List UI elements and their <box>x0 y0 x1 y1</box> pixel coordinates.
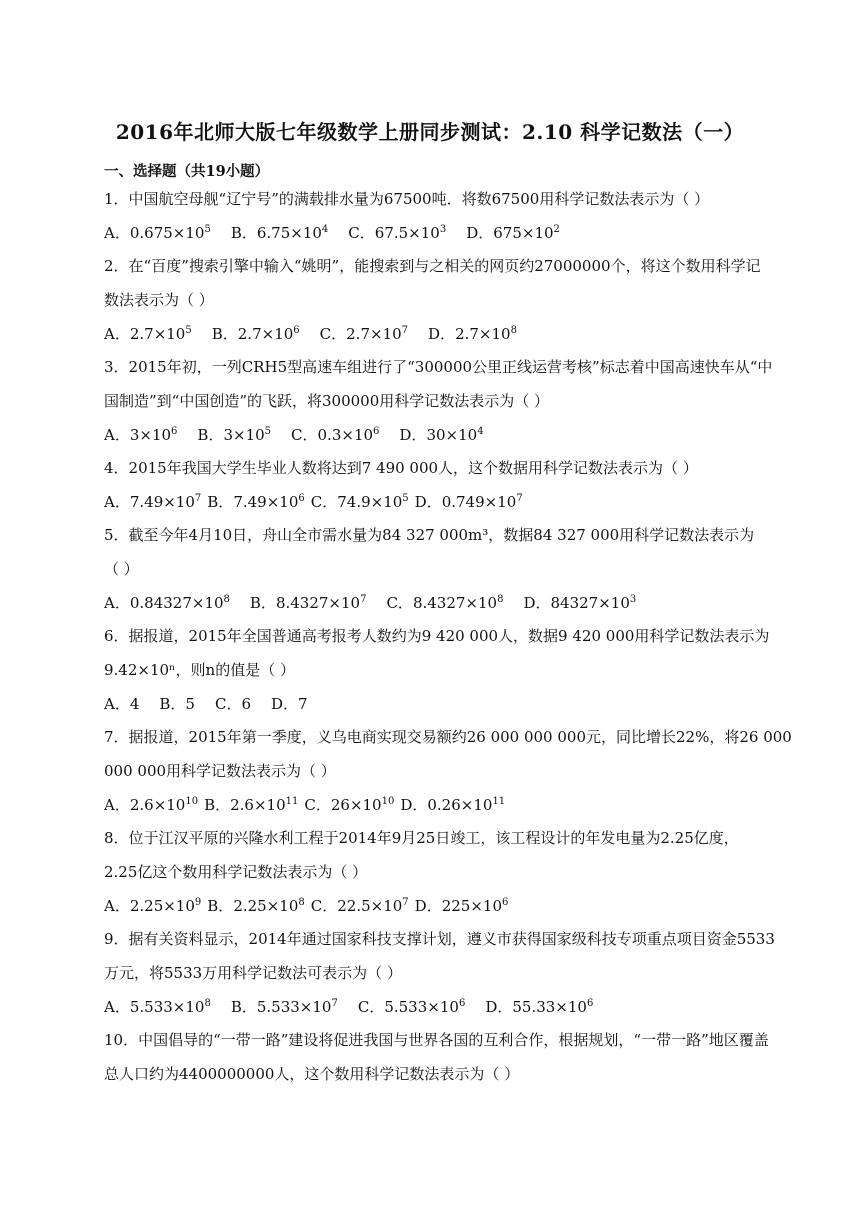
question-5-text-line: 5．截至今年4月10日，舟山全市需水量为84 327 000m³，数据84 327 000用科学记数法表示为 <box>104 526 755 544</box>
option-value: 0.675×10 <box>129 224 205 242</box>
option-exponent: 8 <box>510 325 517 336</box>
question-2-text-line: 2．在“百度”搜索引擎中输入“姚明”，能搜索到与之相关的网页约27000000个，将这个数用科学记 <box>104 257 761 275</box>
option-label: D． <box>400 796 428 814</box>
option-d[interactable] <box>485 997 593 1017</box>
question-7-text-line: 7．据报道，2015年第一季度，义乌电商实现交易额约26 000 000 000元，同比增长22%，将26 000 <box>104 728 792 746</box>
option-exponent: 3 <box>439 224 447 235</box>
option-label: C． <box>291 426 318 444</box>
option-label: A． <box>104 493 130 511</box>
option-label: D． <box>466 224 494 242</box>
option-label: D． <box>271 695 299 713</box>
option-label: C． <box>214 695 242 713</box>
option-d[interactable] <box>523 593 636 613</box>
option-exponent: 8 <box>497 594 504 605</box>
option-exponent: 9 <box>194 897 202 908</box>
option-label: B． <box>197 426 224 444</box>
option-label: C． <box>357 998 385 1016</box>
option-exponent: 7 <box>331 998 338 1009</box>
option-label: B． <box>204 796 231 814</box>
option-a[interactable] <box>104 425 177 445</box>
option-exponent: 6 <box>458 998 466 1009</box>
option-label: B． <box>207 493 234 511</box>
option-b[interactable] <box>197 425 271 445</box>
option-label: B． <box>249 594 276 612</box>
option-d[interactable] <box>399 425 483 445</box>
question-9-text-line: 万元，将5533万用科学记数法可表示为（ ） <box>104 964 402 982</box>
option-d[interactable] <box>428 324 517 344</box>
option-label: C． <box>348 224 375 242</box>
option-exponent: 6 <box>586 998 594 1009</box>
option-exponent: 4 <box>477 426 484 437</box>
option-value: 8.4327×10 <box>275 594 361 612</box>
option-a[interactable] <box>104 223 211 243</box>
option-exponent: 6 <box>502 897 509 908</box>
option-label: D． <box>414 493 442 511</box>
section-heading: 一、选择题（共19小题） <box>104 163 270 180</box>
option-exponent: 5 <box>402 493 409 504</box>
option-label: B． <box>211 325 238 343</box>
option-value: 0.3×10 <box>317 426 374 444</box>
option-value: 7.49×10 <box>129 493 195 511</box>
option-a[interactable] <box>104 694 139 714</box>
option-label: C． <box>304 796 331 814</box>
option-label: C． <box>310 493 338 511</box>
option-exponent: 7 <box>194 493 202 504</box>
option-value: 84327×10 <box>550 594 630 612</box>
question-10-text-line: 10．中国倡导的“一带一路”建设将促进我国与世界各国的互利合作，根据规划，“一带一路”地区覆盖 <box>104 1031 769 1049</box>
option-c[interactable] <box>304 795 394 815</box>
option-value: 2.6×10 <box>129 796 186 814</box>
option-b[interactable] <box>231 223 328 243</box>
option-value: 2.7×10 <box>237 325 294 343</box>
question-8-text-line: 2.25亿这个数用科学记数法表示为（ ） <box>104 863 368 881</box>
option-c[interactable] <box>386 593 503 613</box>
option-d[interactable] <box>271 694 308 714</box>
option-value: 3×10 <box>129 426 172 444</box>
option-exponent: 4 <box>321 224 329 235</box>
option-a[interactable] <box>104 492 201 512</box>
option-label: D． <box>428 325 456 343</box>
option-value: 6.75×10 <box>256 224 322 242</box>
option-value: 55.33×10 <box>512 998 587 1016</box>
option-exponent: 8 <box>223 594 230 605</box>
option-value: 7 <box>298 695 308 713</box>
option-value: 5.533×10 <box>129 998 205 1016</box>
question-2-text-line: 数法表示为（ ） <box>104 291 214 309</box>
option-d[interactable] <box>466 223 560 243</box>
option-b[interactable] <box>159 694 195 714</box>
option-value: 2.25×10 <box>129 897 195 915</box>
option-label: D． <box>523 594 551 612</box>
option-a[interactable] <box>104 324 192 344</box>
question-1-options <box>104 223 580 243</box>
option-exponent: 5 <box>264 426 272 437</box>
option-value: 7.49×10 <box>233 493 299 511</box>
option-exponent: 11 <box>492 796 506 807</box>
option-b[interactable] <box>212 324 300 344</box>
option-value: 22.5×10 <box>337 897 403 915</box>
option-exponent: 10 <box>185 796 199 807</box>
question-6-options <box>104 694 328 714</box>
option-value: 5 <box>185 695 195 713</box>
option-value: 26×10 <box>330 796 382 814</box>
option-exponent: 7 <box>402 897 409 908</box>
question-6-text-line: 6．据报道，2015年全国普通高考报考人数约为9 420 000人，数据9 420 000用科学记数法表示为 <box>104 627 770 645</box>
question-7-options <box>104 795 511 815</box>
option-label: A． <box>104 325 130 343</box>
option-exponent: 11 <box>285 796 299 807</box>
option-exponent: 6 <box>293 325 300 336</box>
option-value: 67.5×10 <box>374 224 440 242</box>
option-c[interactable] <box>215 694 251 714</box>
option-exponent: 7 <box>401 325 409 336</box>
option-exponent: 2 <box>553 224 560 235</box>
option-c[interactable] <box>311 492 409 512</box>
option-label: A． <box>104 796 130 814</box>
option-value: 6 <box>241 695 251 713</box>
option-value: 3×10 <box>223 426 265 444</box>
option-label: D． <box>399 426 427 444</box>
option-label: B． <box>207 897 234 915</box>
question-6-text-line: 9.42×10ⁿ，则n的值是（ ） <box>104 661 295 679</box>
option-exponent: 10 <box>381 796 395 807</box>
question-3-options <box>104 425 504 445</box>
option-b[interactable] <box>207 492 304 512</box>
question-1-text-line: 1．中国航空母舰“辽宁号”的满载排水量为67500吨．将数67500用科学记数法表示为（ ） <box>104 190 710 208</box>
option-b[interactable] <box>204 795 298 815</box>
option-value: 0.26×10 <box>427 796 493 814</box>
option-c[interactable] <box>311 896 409 916</box>
option-label: D． <box>414 897 442 915</box>
option-b[interactable] <box>207 896 304 916</box>
option-label: B． <box>159 695 186 713</box>
option-label: A． <box>104 594 130 612</box>
option-d[interactable] <box>400 795 505 815</box>
option-label: A． <box>104 224 130 242</box>
option-exponent: 7 <box>516 493 523 504</box>
option-c[interactable] <box>348 223 446 243</box>
option-value: 0.84327×10 <box>129 594 224 612</box>
option-d[interactable] <box>415 896 509 916</box>
option-value: 2.7×10 <box>129 325 186 343</box>
question-8-options <box>104 896 514 916</box>
option-c[interactable] <box>291 425 379 445</box>
question-5-options <box>104 593 656 613</box>
option-value: 2.6×10 <box>230 796 286 814</box>
option-label: B． <box>230 224 257 242</box>
option-b[interactable] <box>250 593 367 613</box>
option-label: A． <box>104 897 130 915</box>
option-value: 225×10 <box>441 897 502 915</box>
option-label: C． <box>319 325 347 343</box>
question-4-text-line: 4．2015年我国大学生毕业人数将达到7 490 000人，这个数据用科学记数法表示为（ ） <box>104 459 698 477</box>
option-label: D． <box>485 998 513 1016</box>
question-9-text-line: 9．据有关资料显示，2014年通过国家科技支撑计划，遵义市获得国家级科技专项重点项目资金5533 <box>104 930 775 948</box>
question-8-text-line: 8．位于江汉平原的兴隆水利工程于2014年9月25日竣工，该工程设计的年发电量为2.25亿度， <box>104 829 739 847</box>
option-a[interactable] <box>104 593 230 613</box>
option-label: B． <box>230 998 257 1016</box>
question-2-options <box>104 324 537 344</box>
option-a[interactable] <box>104 997 211 1017</box>
option-exponent: 6 <box>171 426 178 437</box>
option-value: 2.25×10 <box>233 897 299 915</box>
question-7-text-line: 000 000用科学记数法表示为（ ） <box>104 762 336 780</box>
option-value: 30×10 <box>426 426 478 444</box>
option-label: A． <box>104 998 130 1016</box>
option-exponent: 5 <box>204 224 211 235</box>
question-3-text-line: 3．2015年初，一列CRH5型高速车组进行了“300000公里正线运营考核”标志着中国高速快车从“中 <box>104 358 773 376</box>
option-exponent: 7 <box>360 594 367 605</box>
question-5-text-line: （ ） <box>104 560 139 578</box>
question-10-text-line: 总人口约为4400000000人，这个数用科学记数法表示为（ ） <box>104 1065 520 1083</box>
option-value: 2.7×10 <box>455 325 511 343</box>
option-label: A． <box>104 426 130 444</box>
option-exponent: 8 <box>298 897 305 908</box>
option-exponent: 8 <box>204 998 211 1009</box>
option-a[interactable] <box>104 896 201 916</box>
option-a[interactable] <box>104 795 198 815</box>
option-c[interactable] <box>320 324 408 344</box>
document-title: 2016年北师大版七年级数学上册同步测试：2.10 科学记数法（一） <box>115 120 745 144</box>
option-value: 2.7×10 <box>346 325 402 343</box>
question-4-options <box>104 492 529 512</box>
option-label: C． <box>310 897 338 915</box>
option-b[interactable] <box>231 997 338 1017</box>
option-value: 8.4327×10 <box>412 594 498 612</box>
option-value: 4 <box>129 695 140 713</box>
option-exponent: 6 <box>298 493 305 504</box>
option-exponent: 5 <box>185 325 192 336</box>
option-value: 0.749×10 <box>441 493 517 511</box>
option-label: C． <box>386 594 413 612</box>
question-9-options <box>104 997 613 1017</box>
option-label: A． <box>104 695 130 713</box>
option-d[interactable] <box>415 492 523 512</box>
option-value: 74.9×10 <box>337 493 403 511</box>
option-c[interactable] <box>358 997 465 1017</box>
option-value: 5.533×10 <box>384 998 459 1016</box>
question-3-text-line: 国制造”到“中国创造”的飞跃，将300000用科学记数法表示为（ ） <box>104 392 550 410</box>
option-exponent: 6 <box>373 426 380 437</box>
option-value: 5.533×10 <box>256 998 332 1016</box>
option-value: 675×10 <box>493 224 554 242</box>
option-exponent: 3 <box>629 594 637 605</box>
